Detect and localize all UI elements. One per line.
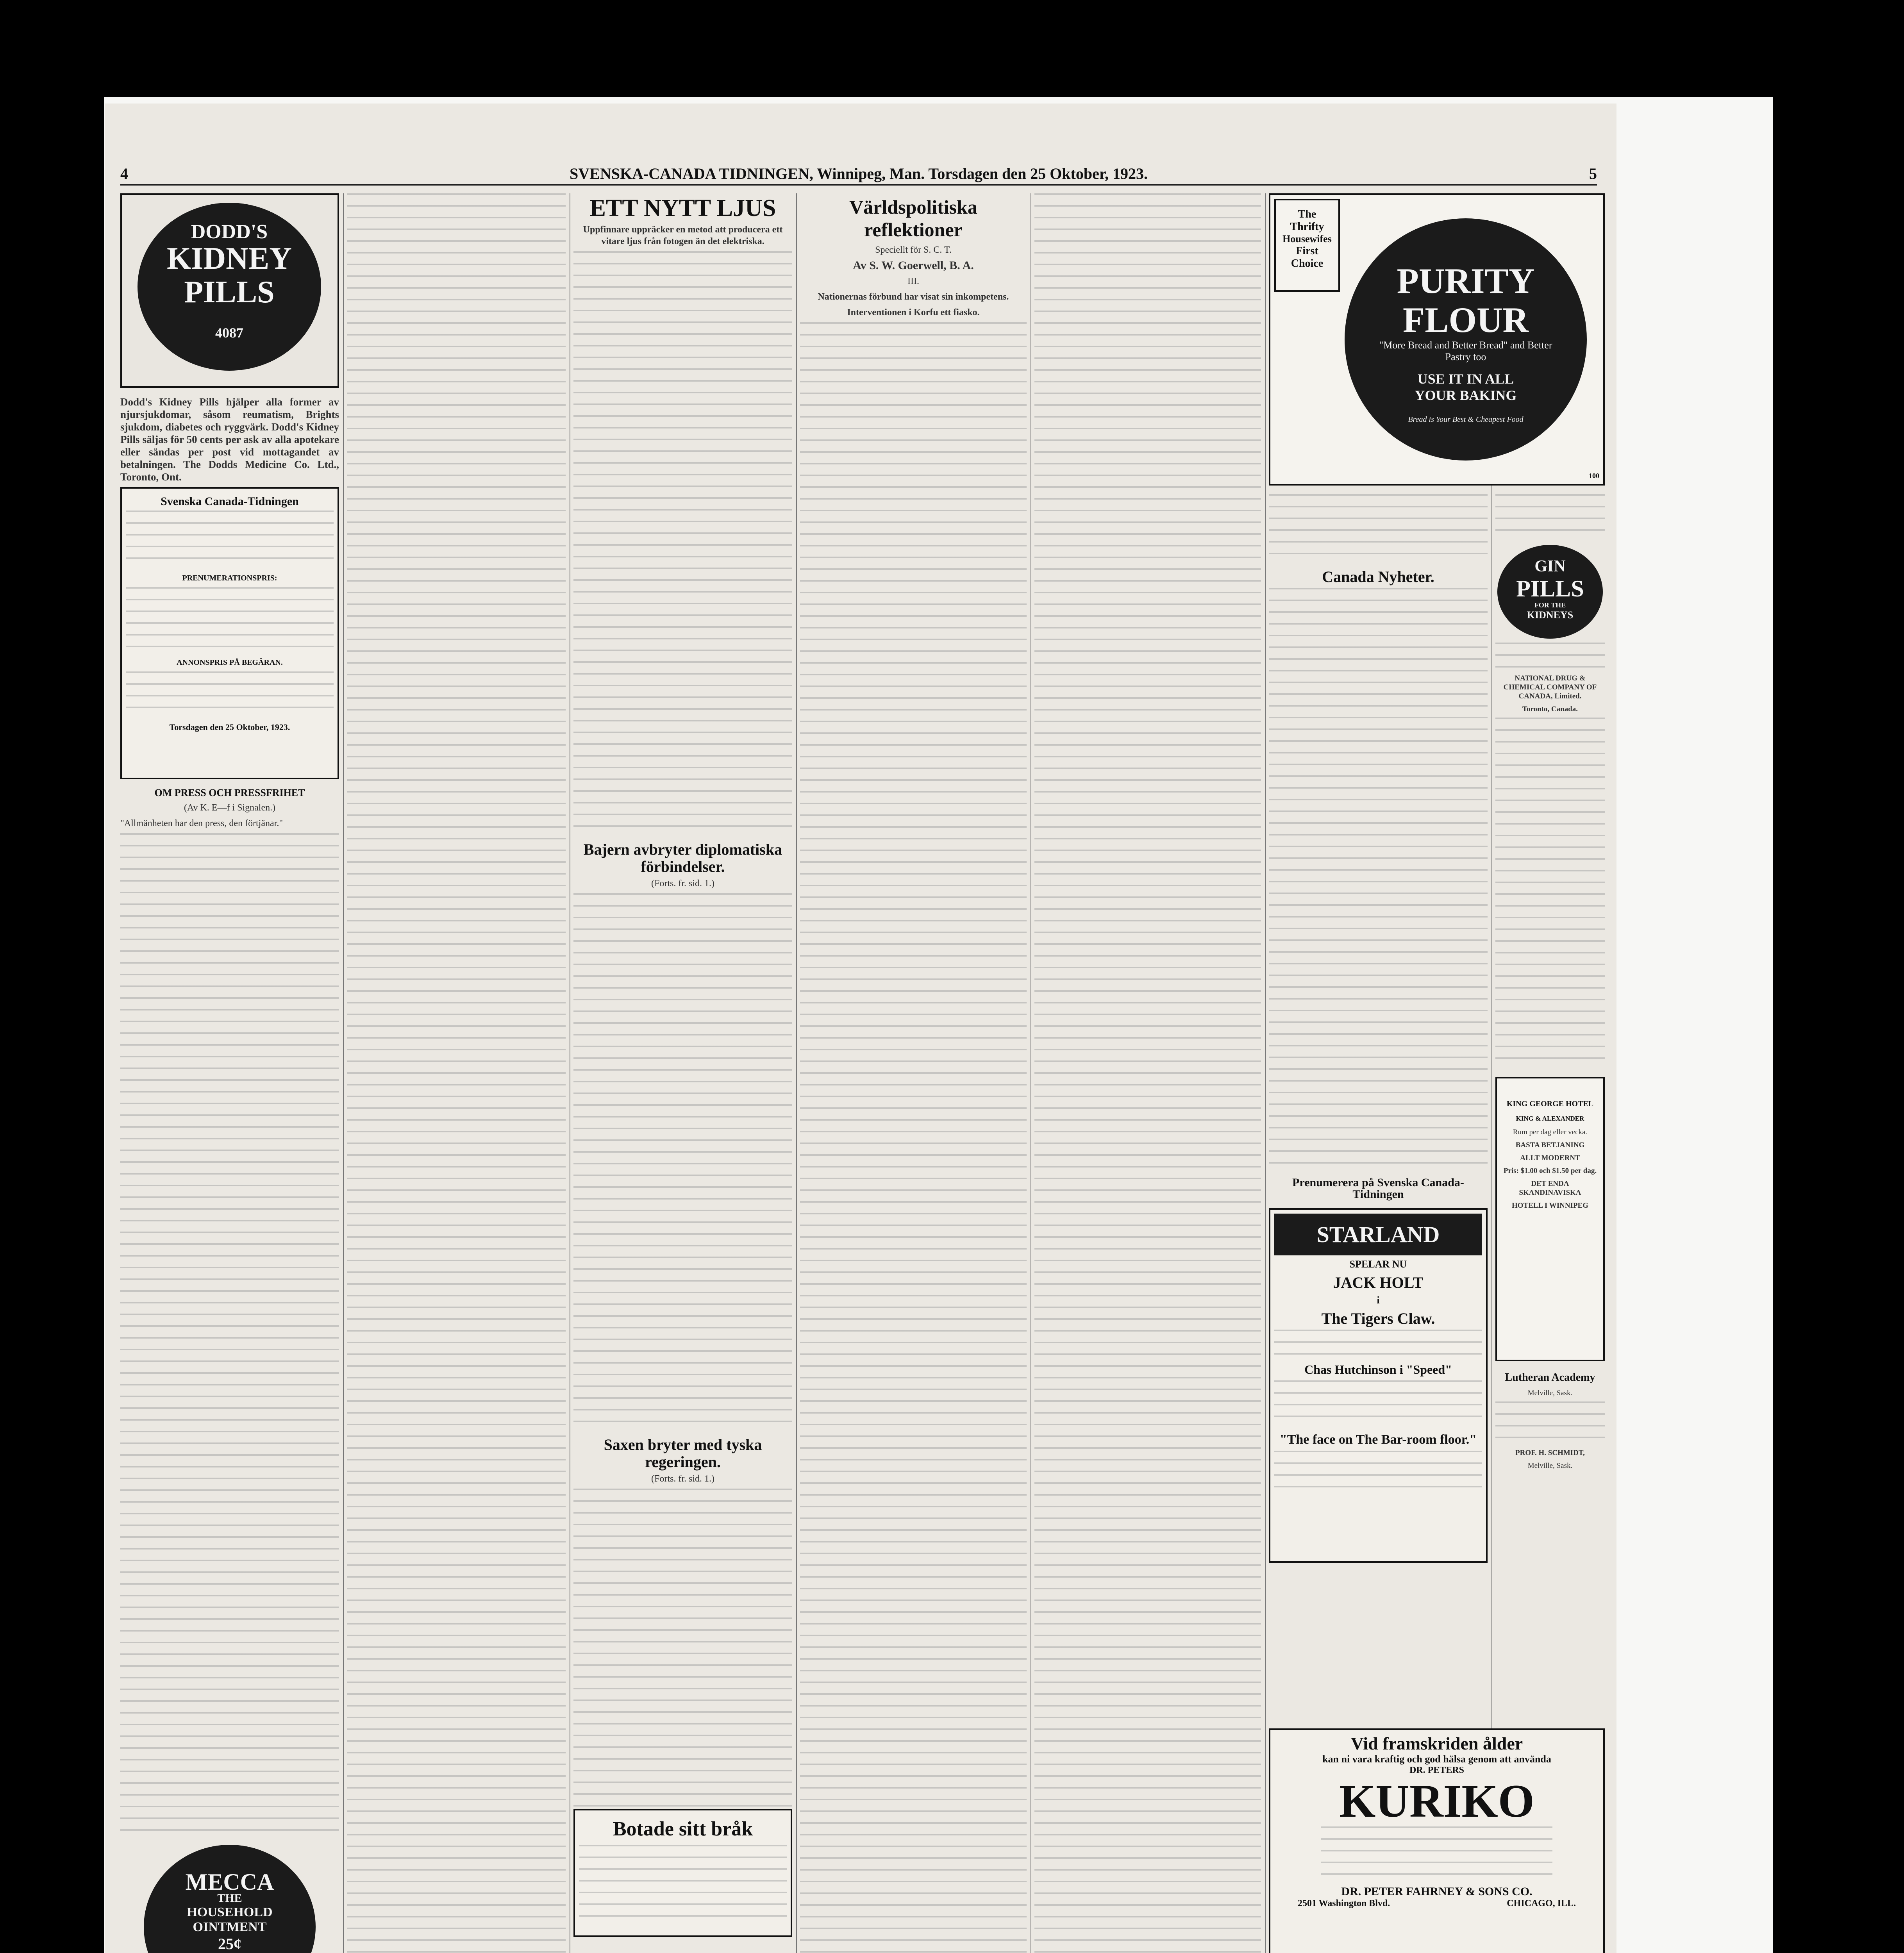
lutheran-head: PROF. H. SCHMIDT, xyxy=(1515,1449,1585,1457)
mecca-brand: MECCA xyxy=(185,1869,274,1895)
section-number: III. xyxy=(907,276,919,286)
thrifty-badge xyxy=(1274,199,1340,292)
badge-line1: The xyxy=(1298,208,1316,220)
gin-for: FOR THE xyxy=(1534,601,1566,609)
starland-description xyxy=(1274,1330,1482,1357)
starland-film: The Tigers Claw. xyxy=(1321,1310,1435,1327)
column-1 xyxy=(120,193,339,1953)
prenumerera-note: Prenumerera på Svenska Canada-Tidningen xyxy=(1292,1176,1464,1201)
flour-brand: FLOUR xyxy=(1403,300,1529,340)
mecca-line3: OINTMENT xyxy=(193,1920,267,1934)
byline: Av S. W. Goerwell, B. A. xyxy=(853,259,974,272)
starland-i: i xyxy=(1377,1294,1380,1306)
ad-rates xyxy=(126,671,334,718)
gin-city: Toronto, Canada. xyxy=(1522,705,1578,713)
subscription-header: PRENUMERATIONSPRIS: xyxy=(182,574,277,582)
purity-brand: PURITY xyxy=(1397,261,1535,301)
starland-feature-film: "The face on The Bar-room floor." xyxy=(1279,1432,1477,1447)
purity-tagline: Bread is Your Best & Cheapest Food xyxy=(1408,415,1524,424)
botade-title: Botade sitt bråk xyxy=(613,1818,753,1840)
gin-product: PILLS xyxy=(1516,576,1584,602)
ett-nytt-ljus-body xyxy=(573,251,792,837)
gin-brand: GIN xyxy=(1534,557,1566,575)
kuriko-firm: DR. PETER FAHRNEY & SONS CO. xyxy=(1341,1885,1532,1898)
ett-nytt-ljus-subtitle: Uppfinnare uppräcker en metod att producera ett vitare ljus från fotogen än det elektriska. xyxy=(583,225,783,246)
article-title: OM PRESS OCH PRESSFRIHET xyxy=(154,787,305,798)
kuriko-city: CHICAGO, ILL. xyxy=(1507,1898,1576,1908)
canada-nyheter-title: Canada Nyheter. xyxy=(1322,568,1434,586)
article-continuation xyxy=(347,193,566,1953)
badge-line3: Housewifes xyxy=(1282,233,1332,245)
starland-actor: JACK HOLT xyxy=(1333,1274,1424,1291)
badge-line4: First xyxy=(1296,245,1318,257)
page-number-left: 4 xyxy=(120,165,128,182)
starland-more xyxy=(1274,1451,1482,1494)
page-number-right: 5 xyxy=(1589,165,1597,182)
sealed-tenders-notice xyxy=(1495,718,1605,1069)
canada-nyheter-body xyxy=(1269,588,1488,1174)
gin-text xyxy=(1495,643,1605,674)
mecca-ointment-ad xyxy=(144,1845,316,1953)
subhead-1: Nationernas förbund har visat sin inkompetens. xyxy=(818,292,1009,302)
mecca-line1: THE xyxy=(217,1892,242,1905)
column-5 xyxy=(1034,193,1261,1953)
purity-cta: USE IT IN ALL YOUR BAKING xyxy=(1415,371,1517,403)
varldspolitiska-continuation xyxy=(1034,193,1261,1953)
purity-slogan: "More Bread and Better Bread" and Better Pastry too xyxy=(1379,339,1552,362)
hotel-price: Pris: $1.00 och $1.50 per dag. xyxy=(1503,1167,1597,1175)
varldspolitiska-title: Världspolitiska reflektioner xyxy=(849,196,977,241)
hotel-rooms: Rum per dag eller vecka. xyxy=(1513,1128,1588,1136)
ett-nytt-ljus-title: ETT NYTT LJUS xyxy=(589,195,776,221)
dodds-ad xyxy=(120,193,339,388)
dodds-brand: DODD'S xyxy=(191,221,268,243)
varldspolitiska-body xyxy=(800,322,1027,1953)
masthead-box xyxy=(120,487,339,779)
column-rule xyxy=(796,193,797,1953)
starland-details xyxy=(1274,1380,1482,1427)
issue-date: Torsdagen den 25 Oktober, 1923. xyxy=(169,722,290,732)
dodds-product-pills: PILLS xyxy=(184,275,275,309)
botade-text xyxy=(579,1845,787,1927)
gin-kidneys: KIDNEYS xyxy=(1527,609,1574,621)
column-rule xyxy=(343,193,344,1953)
masthead-box-title: Svenska Canada-Tidningen xyxy=(161,495,299,508)
dodds-pill-box-image xyxy=(138,203,321,371)
bajern-body xyxy=(573,893,792,1432)
subscription-rates xyxy=(126,587,334,653)
gin-pills-box xyxy=(1497,545,1603,639)
subhead-2: Interventionen i Korfu ett fiasko. xyxy=(847,307,980,318)
hotel-in-winnipeg: HOTELL I WINNIPEG xyxy=(1511,1201,1589,1210)
article-body xyxy=(120,833,339,1833)
kuriko-subhead: kan ni vara kraftig och god hälsa genom att använda xyxy=(1322,1753,1551,1765)
bajern-title: Bajern avbryter diplomatiska förbindelser. xyxy=(583,841,782,875)
newspaper-page xyxy=(105,104,1616,1953)
mecca-line2: HOUSEHOLD xyxy=(187,1905,273,1919)
column-rule xyxy=(1265,193,1266,1953)
article-byline: (Av K. E—f i Signalen.) xyxy=(184,803,276,813)
purity-flour-emblem xyxy=(1345,218,1587,461)
hotel-name: KING GEORGE HOTEL xyxy=(1506,1100,1594,1108)
article-end xyxy=(1495,494,1605,537)
lutheran-academy-title: Lutheran Academy xyxy=(1505,1371,1595,1384)
kuriko-brand: KURIKO xyxy=(1339,1775,1535,1827)
saxen-continued: (Forts. fr. sid. 1.) xyxy=(651,1474,714,1484)
king-george-hotel-ad xyxy=(1495,1077,1605,1361)
badge-line5: Choice xyxy=(1291,257,1324,270)
lutheran-place: Melville, Sask. xyxy=(1527,1389,1573,1397)
bajern-continued: (Forts. fr. sid. 1.) xyxy=(651,878,714,889)
kuriko-maker: DR. PETERS xyxy=(1409,1765,1465,1775)
column-3 xyxy=(573,193,792,1953)
column-7 xyxy=(1495,494,1605,1953)
purity-flour-ad xyxy=(1269,193,1605,486)
gin-maker: NATIONAL DRUG & CHEMICAL COMPANY OF CANADA, Limited. xyxy=(1503,674,1597,700)
dodds-ad-text: Dodd's Kidney Pills hjälper alla former av njursjukdomar, såsom reumatism, Brights sjukdom, diabetes och ryggvärk. Dodd's Kidney Pills säljas för 50 cents per ask av alla apotekare eller sändas per post vid mottagandet av betalningen. The Dodds Medicine Co. Ltd., Toronto, Ont. xyxy=(120,396,339,483)
purity-ad-number: 100 xyxy=(1589,472,1599,480)
hotel-service: BASTA BETJANING xyxy=(1515,1141,1585,1149)
kuriko-headline: Vid framskriden ålder xyxy=(1350,1733,1523,1753)
lutheran-head-place: Melville, Sask. xyxy=(1527,1462,1573,1470)
column-2 xyxy=(347,193,566,1953)
hotel-location: KING & ALEXANDER xyxy=(1516,1115,1584,1122)
ads-header: ANNONSPRIS PÅ BEGÄRAN. xyxy=(177,658,283,667)
starland-now-playing: SPELAR NU xyxy=(1349,1259,1407,1270)
saxen-body xyxy=(573,1489,792,1809)
publisher-info xyxy=(126,511,334,569)
hotel-modern: ALLT MODERNT xyxy=(1520,1154,1580,1162)
botade-ad xyxy=(573,1809,792,1937)
page-header xyxy=(120,164,1597,186)
lutheran-text xyxy=(1495,1401,1605,1448)
badge-line2: Thrifty xyxy=(1290,221,1324,233)
kuriko-address: 2501 Washington Blvd. xyxy=(1298,1898,1390,1908)
dodds-number: 4087 xyxy=(215,325,243,341)
column-4 xyxy=(800,193,1027,1953)
special-note: Speciellt för S. C. T. xyxy=(875,245,952,255)
starland-extra-feature: Chas Hutchinson i "Speed" xyxy=(1304,1362,1452,1376)
starland-ad xyxy=(1269,1208,1488,1563)
mecca-price: 25¢ xyxy=(218,1935,241,1953)
article-end xyxy=(1269,494,1488,564)
article-lead: "Allmänheten har den press, den förtjänar." xyxy=(120,818,283,828)
masthead-line: SVENSKA-CANADA TIDNINGEN, Winnipeg, Man. Torsdagen den 25 Oktober, 1923. xyxy=(570,165,1148,182)
saxen-title: Saxen bryter med tyska regeringen. xyxy=(604,1436,762,1471)
dodds-product-kidney: KIDNEY xyxy=(166,241,292,276)
hotel-only-scandinavian: DET ENDA SKANDINAVISKA xyxy=(1519,1180,1581,1197)
starland-logo: STARLAND xyxy=(1274,1214,1482,1255)
